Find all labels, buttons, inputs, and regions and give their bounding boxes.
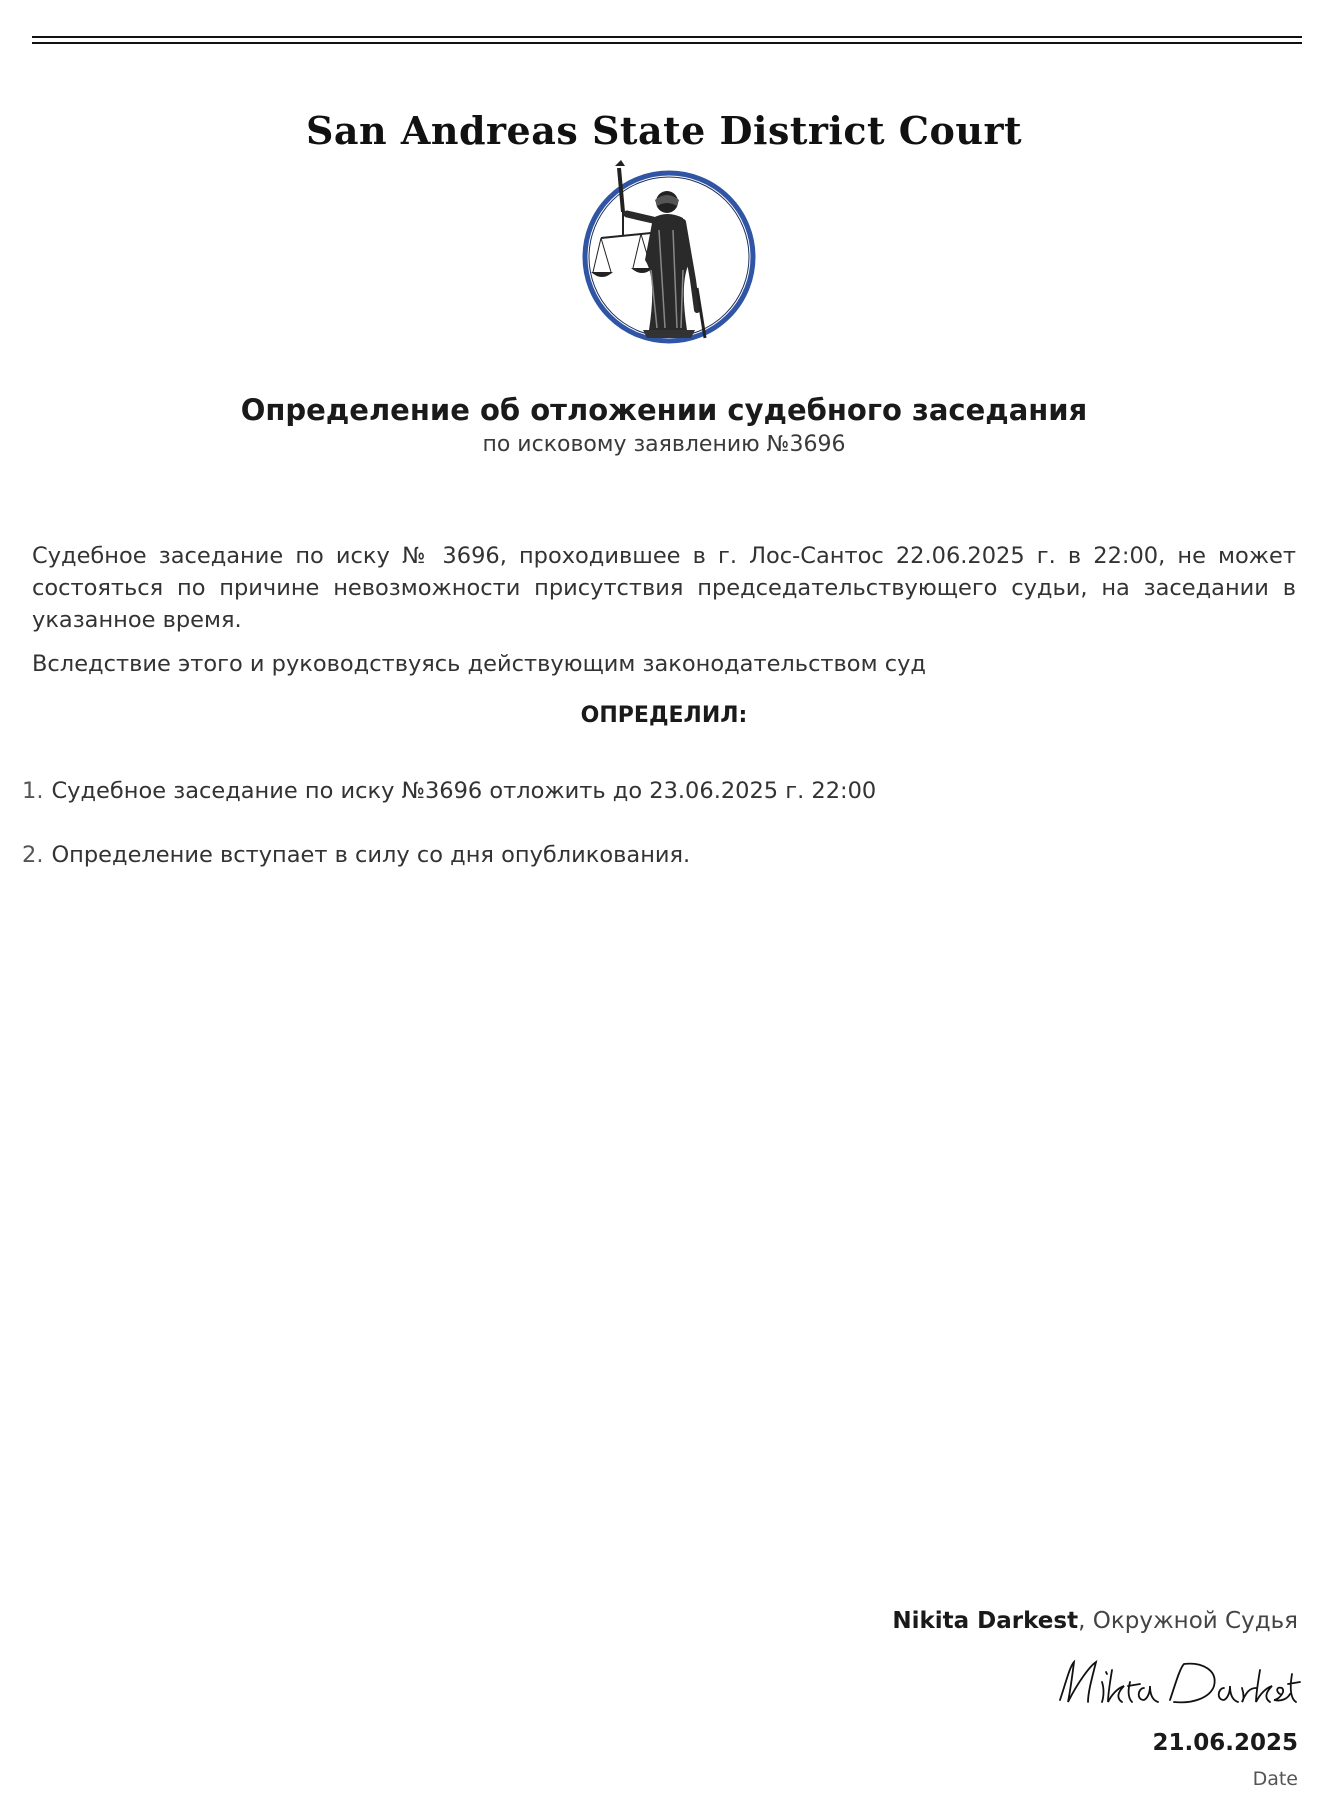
- date-label: Date: [1252, 1768, 1298, 1790]
- top-rule-lower: [32, 42, 1302, 44]
- item-text: Судебное заседание по иску №3696 отложить до 23.06.2025 г. 22:00: [51, 778, 877, 804]
- item-number: 2.: [22, 842, 44, 868]
- court-name: San Andreas State District Court: [305, 108, 1023, 153]
- decision-item-1: [22, 778, 1302, 804]
- body-paragraph-2: Вследствие этого и руководствуясь действующим законодательством суд: [32, 651, 926, 677]
- document-title: Определение об отложении судебного заседания: [240, 393, 1088, 427]
- decision-heading: ОПРЕДЕЛИЛ:: [580, 703, 748, 728]
- top-rule-upper: [32, 36, 1302, 38]
- handwritten-signature: [1052, 1652, 1302, 1712]
- judge-name: Nikita Darkest: [892, 1608, 1079, 1634]
- judge-line: [892, 1608, 1298, 1634]
- item-text: Определение вступает в силу со дня опубликования.: [51, 842, 691, 868]
- item-number: 1.: [22, 778, 44, 804]
- document-subtitle: по исковому заявлению №3696: [482, 432, 846, 457]
- lady-justice-seal-icon: [579, 160, 759, 345]
- signing-date: 21.06.2025: [1152, 1730, 1298, 1756]
- body-paragraph-1: Судебное заседание по иску № 3696, проходившее в г. Лос-Сантос 22.06.2025 г. в 22:00, не может состояться по причине невозможности присутствия председательствующего судьи, на заседании в указанное время.: [32, 543, 1296, 633]
- judge-title: , Окружной Судья: [1078, 1608, 1298, 1634]
- decision-item-2: [22, 842, 1302, 868]
